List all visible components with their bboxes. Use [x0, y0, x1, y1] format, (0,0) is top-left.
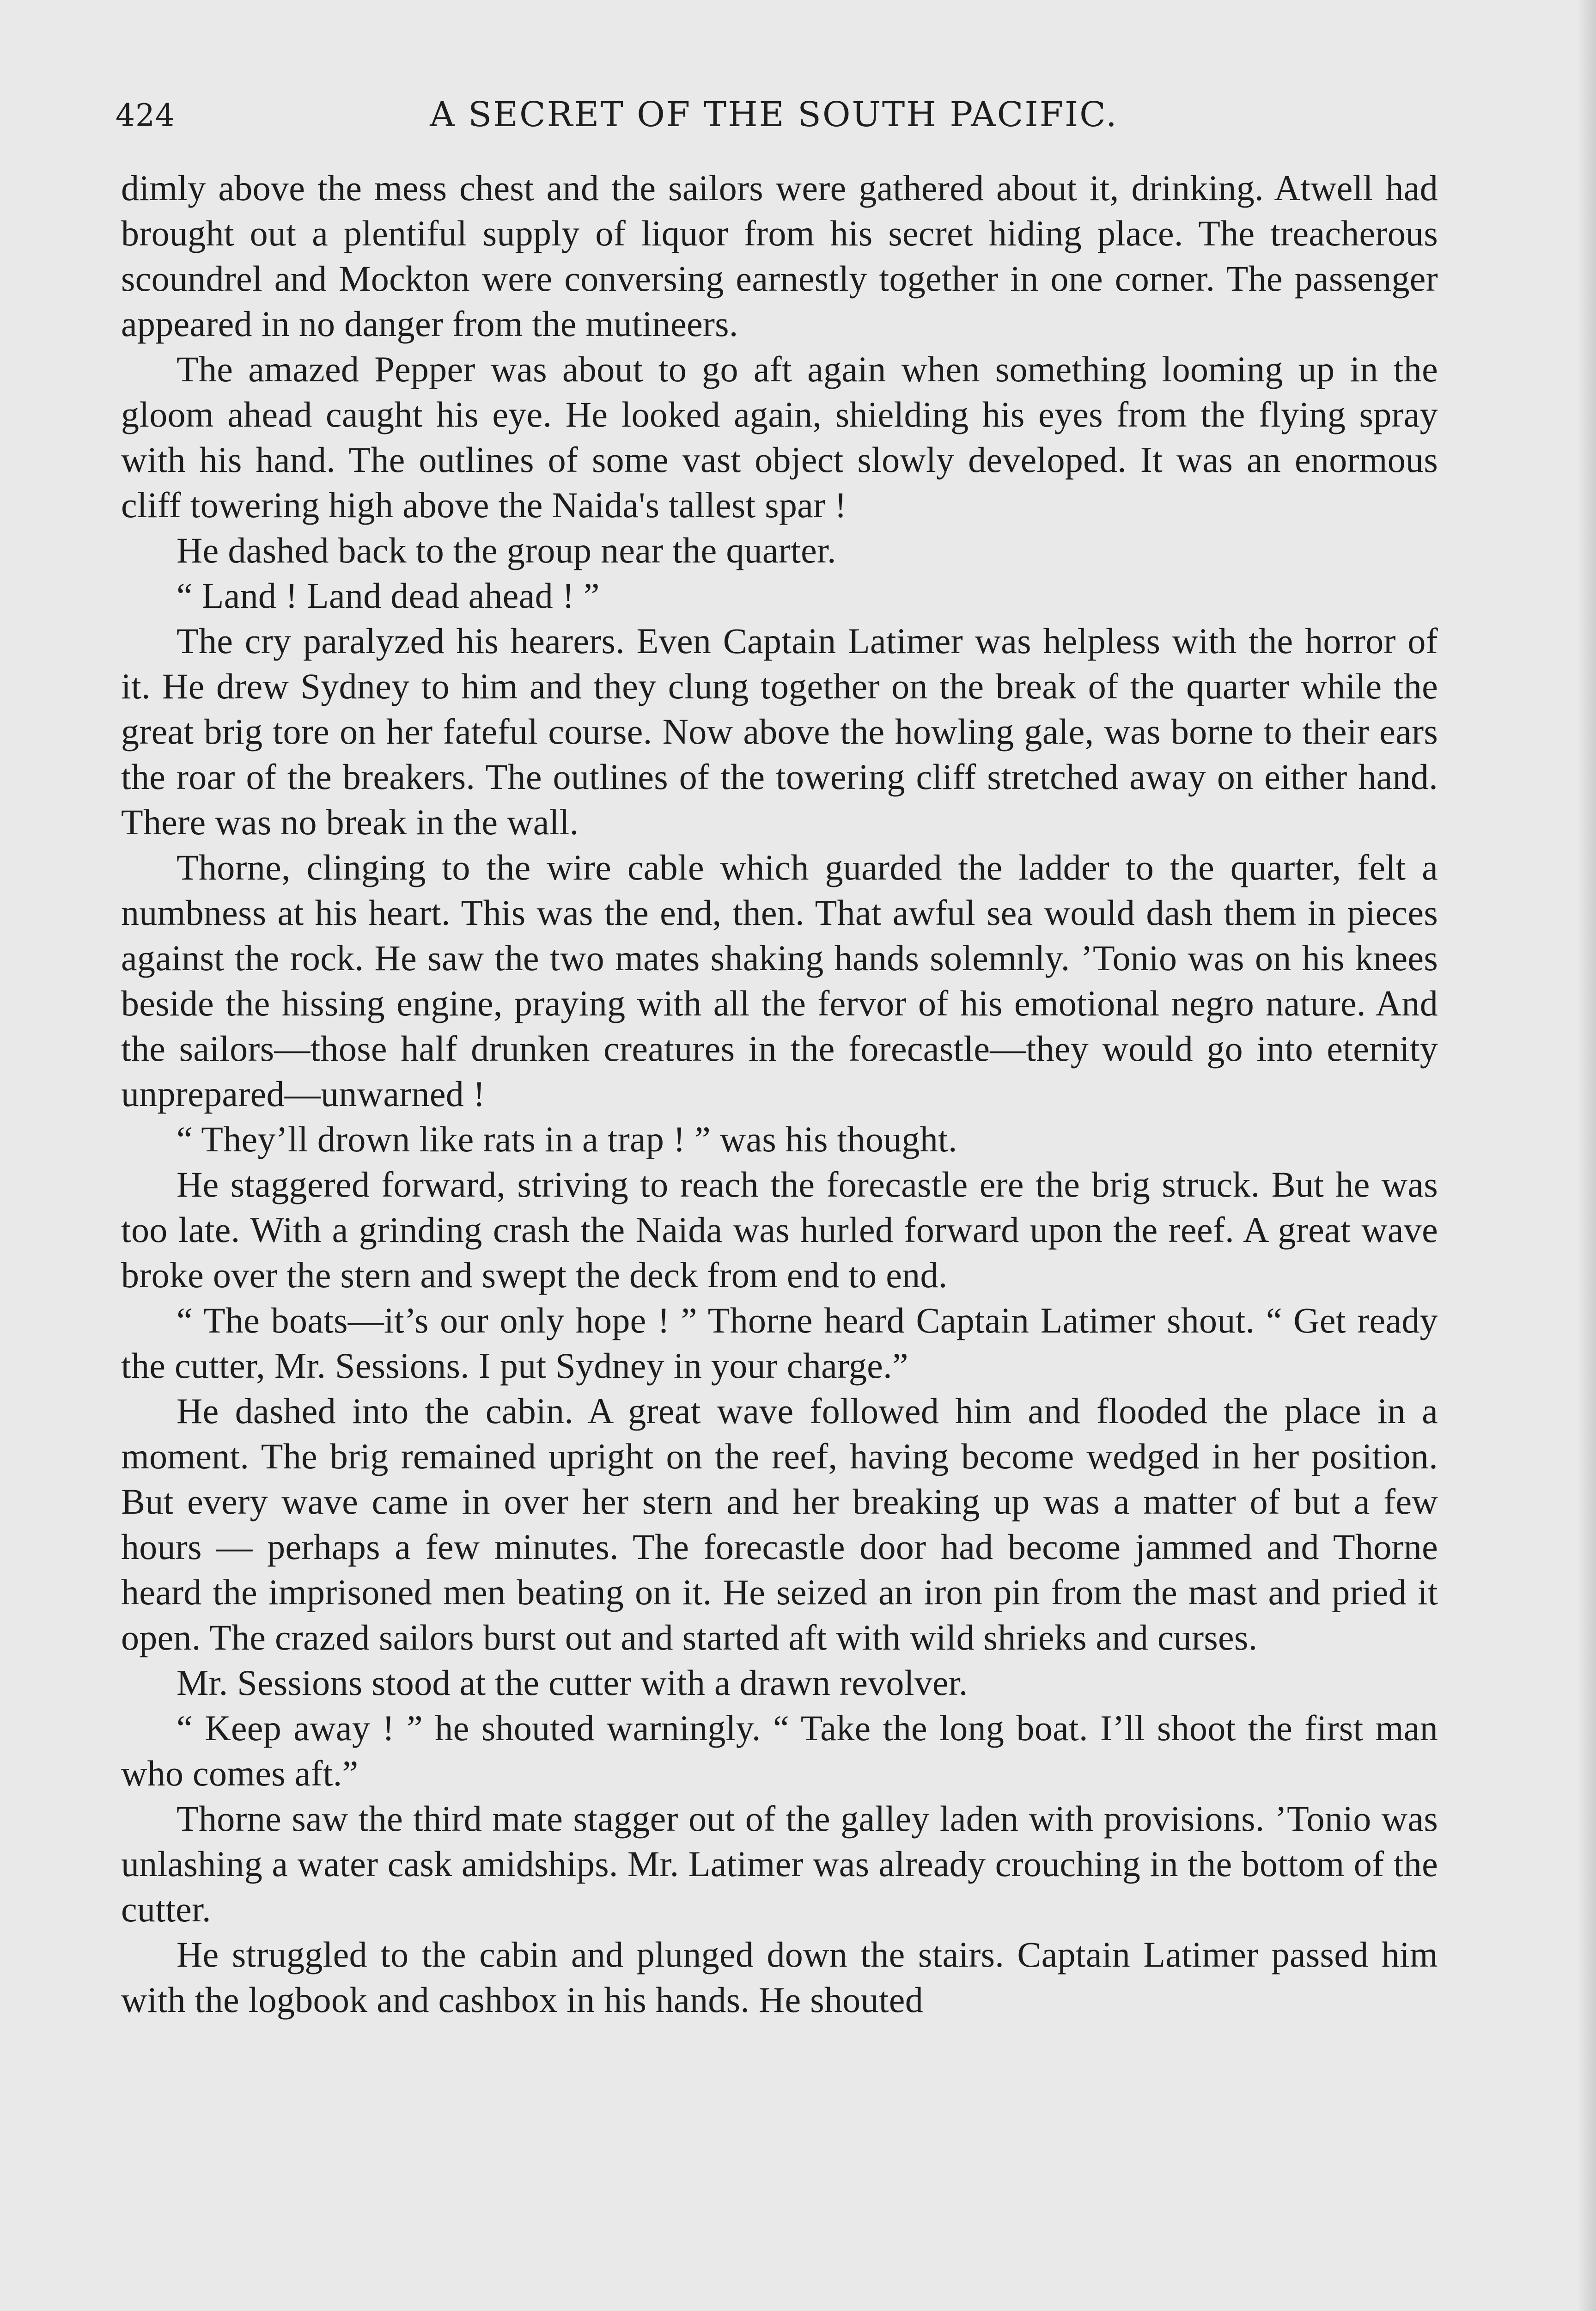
paragraph-2: The amazed Pepper was about to go aft again when something looming up in the gloom ahead caught his eye. He looked again, shielding his eyes from the flying spray with his hand. The outlines of some vast object slowly developed. It was an enormous cliff towering high above the Naida's tallest spar ! — [121, 349, 1438, 525]
page-number: 424 — [116, 98, 175, 133]
paragraph-5: The cry paralyzed his hearers. Even Captain Latimer was helpless with the horror of it. He drew Sydney to him and they clung together on the break of the quarter while the great brig tore on her fateful course. Now above the howling gale, was borne to their ears the roar of the breakers. The outlines of the towering cliff stretched away on either hand. There was no break in the wall. — [121, 621, 1438, 842]
paragraph-12: “ Keep away ! ” he shouted warningly. “ Take the long boat. I’ll shoot the first man who comes aft.” — [121, 1708, 1438, 1793]
running-title: A SECRET OF THE SOUTH PACIFIC. — [430, 95, 1118, 135]
paragraph-6: Thorne, clinging to the wire cable which guarded the ladder to the quarter, felt a numbness at his heart. This was the end, then. That awful sea would dash them in pieces against the rock. He saw the two mates shaking hands solemnly. ’Tonio was on his knees beside the hissing engine, praying with all the fervor of his emotional negro nature. And the sailors—those half drunken creatures in the forecastle—they would go into eternity unprepared—unwarned ! — [121, 847, 1438, 1114]
page-edge-shadow — [1578, 0, 1596, 2311]
paragraph-14: He struggled to the cabin and plunged down the stairs. Captain Latimer passed him with the logbook and cashbox in his hands. He shouted — [121, 1934, 1438, 2020]
paragraph-11: Mr. Sessions stood at the cutter with a drawn revolver. — [177, 1663, 968, 1703]
body-text — [121, 165, 1438, 2023]
paragraph-7: “ They’ll drown like rats in a trap ! ” was his thought. — [177, 1119, 957, 1159]
paragraph-8: He staggered forward, striving to reach the forecastle ere the brig struck. But he was too late. With a grinding crash the Naida was hurled forward upon the reef. A great wave broke over the stern and swept the deck from end to end. — [121, 1164, 1438, 1295]
paragraph-3: He dashed back to the group near the quarter. — [177, 530, 836, 570]
paragraph-1: dimly above the mess chest and the sailors were gathered about it, drinking. Atwell had brought out a plentiful supply of liquor from his secret hiding place. The treacherous scoundrel and Mockton were conversing earnestly together in one corner. The passenger appeared in no danger from the mutineers. — [121, 168, 1438, 344]
page-header — [116, 95, 1432, 146]
paragraph-9: “ The boats—it’s our only hope ! ” Thorne heard Captain Latimer shout. “ Get ready the cutter, Mr. Sessions. I put Sydney in your charge.” — [121, 1300, 1438, 1386]
paragraph-10: He dashed into the cabin. A great wave followed him and flooded the place in a moment. The brig remained upright on the reef, having become wedged in her position. But every wave came in over her stern and her breaking up was a matter of but a few hours — perhaps a few minutes. The forecastle door had become jammed and Thorne heard the imprisoned men beating on it. He seized an iron pin from the mast and pried it open. The crazed sailors burst out and started aft with wild shrieks and curses. — [121, 1391, 1438, 1657]
paragraph-13: Thorne saw the third mate stagger out of the galley laden with provisions. ’Tonio was unlashing a water cask amidships. Mr. Latimer was already crouching in the bottom of the cutter. — [121, 1798, 1438, 1929]
paragraph-4: “ Land ! Land dead ahead ! ” — [177, 575, 600, 616]
